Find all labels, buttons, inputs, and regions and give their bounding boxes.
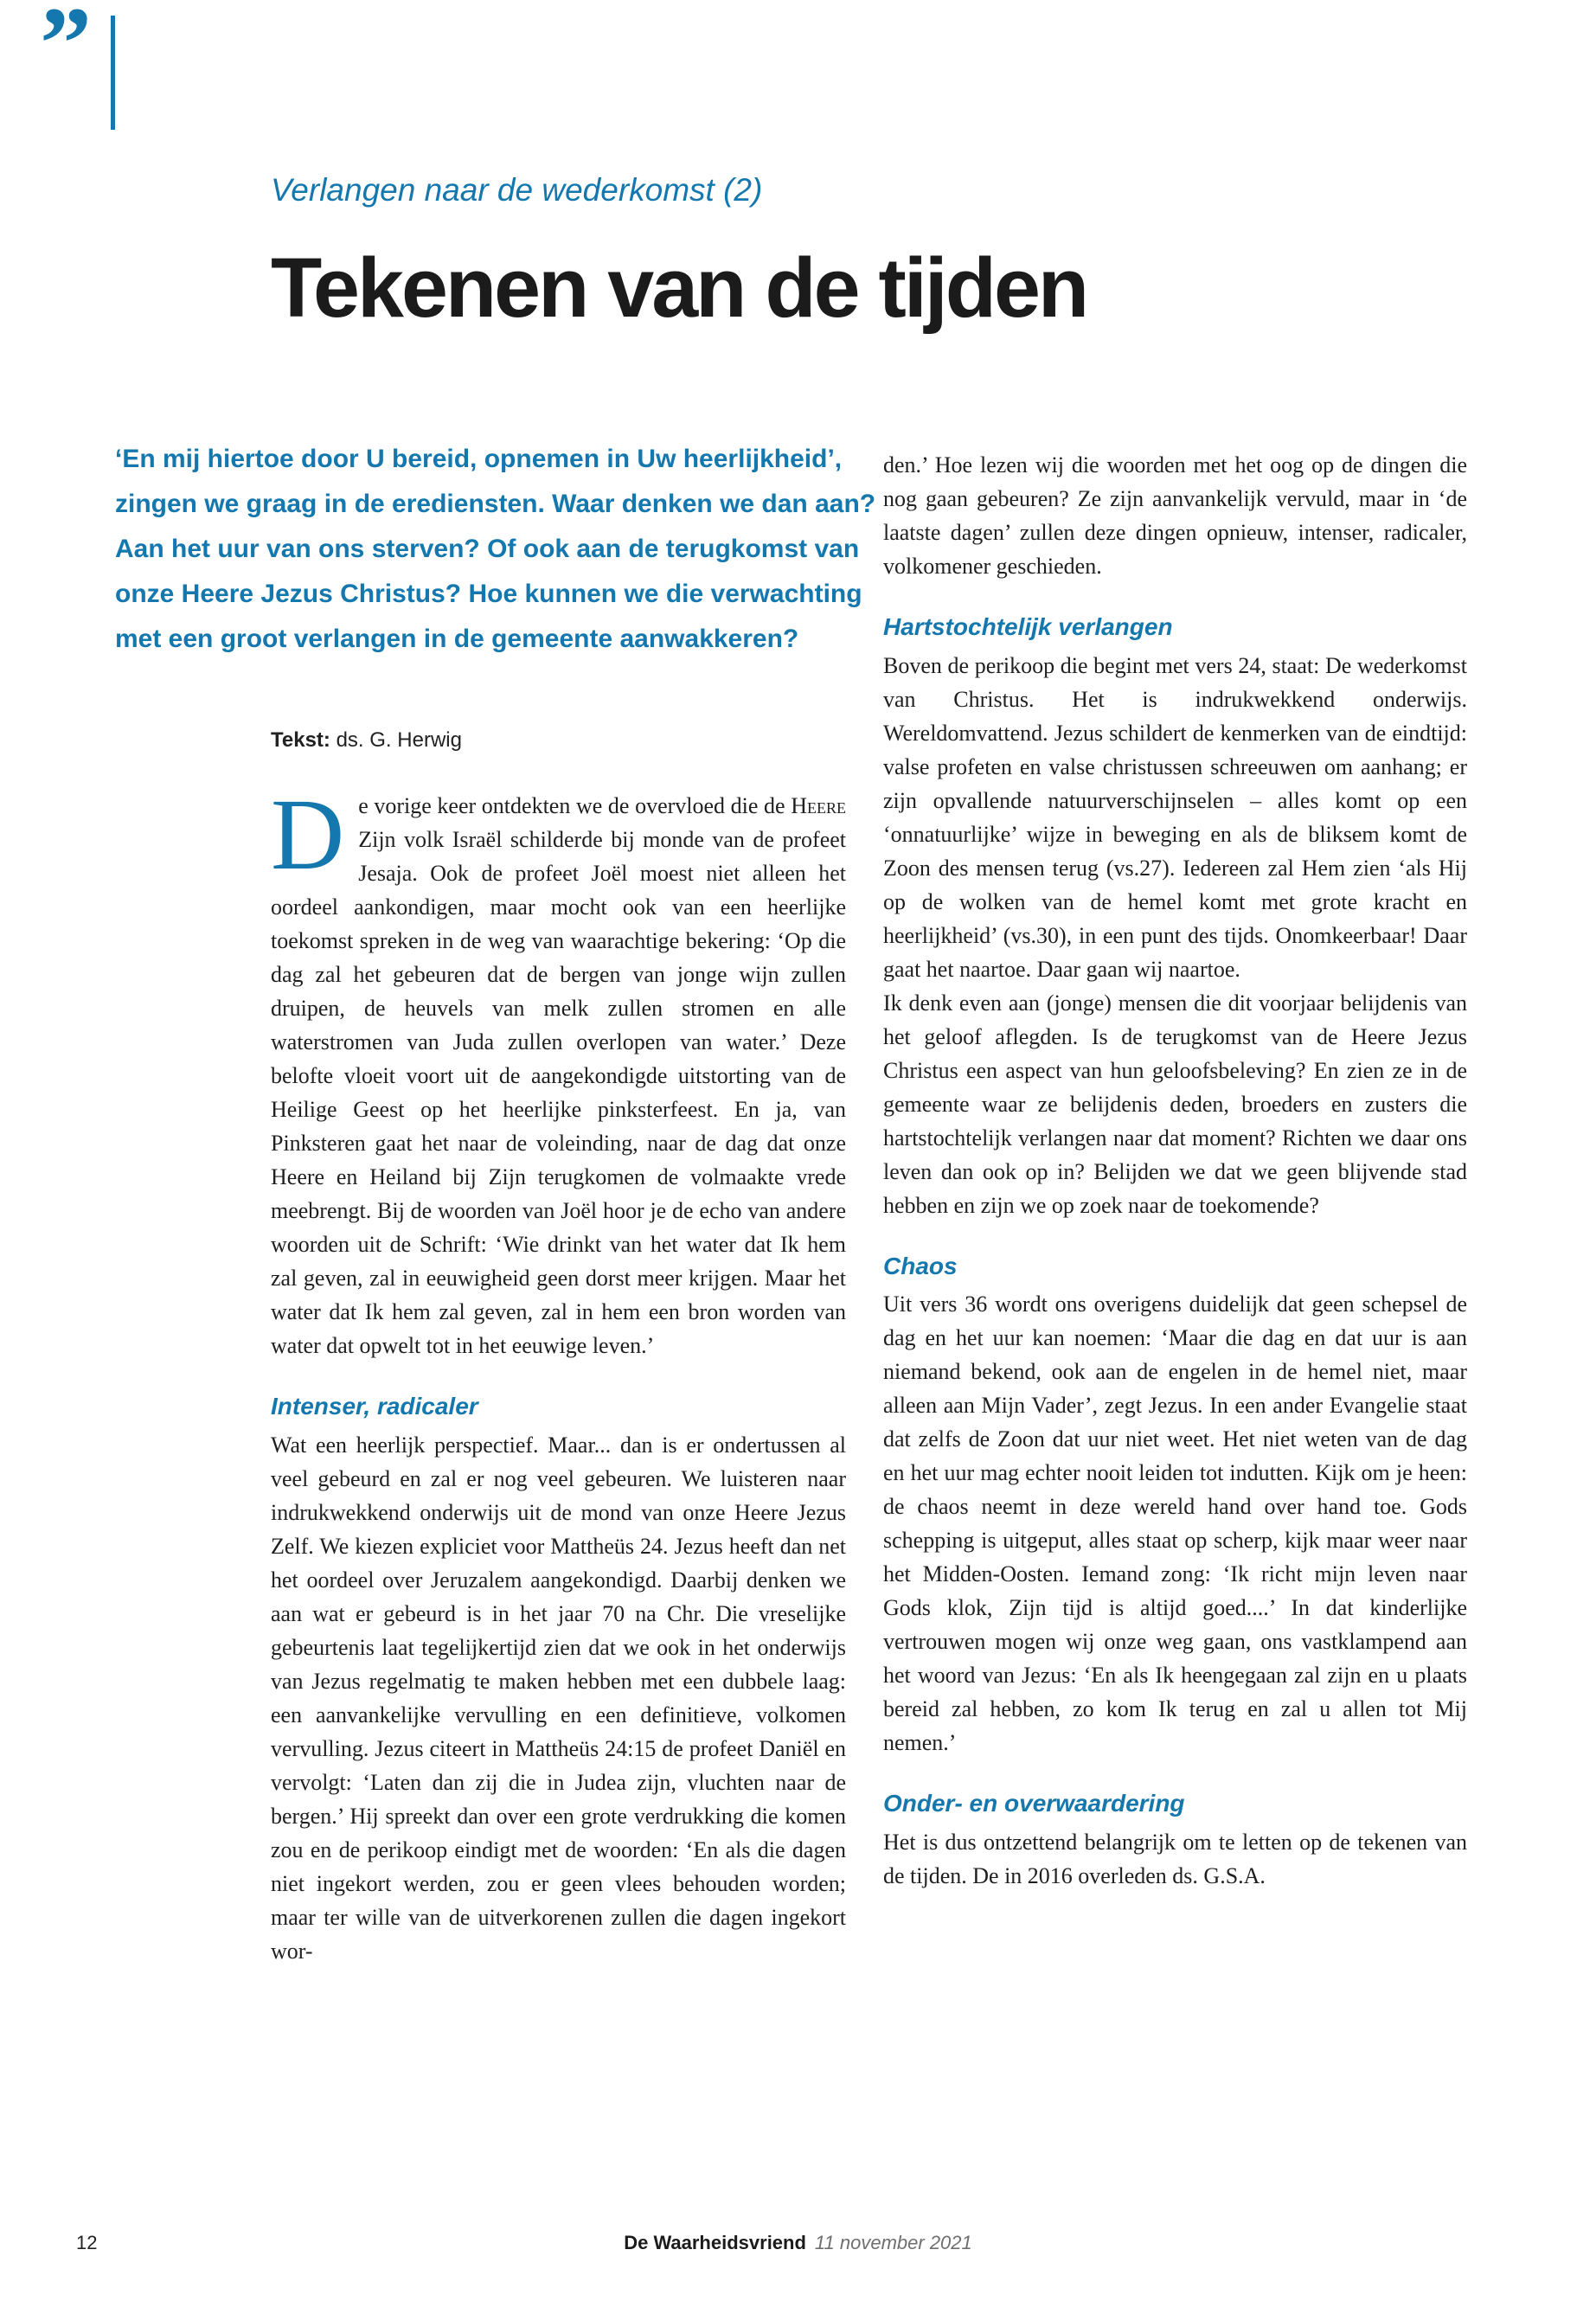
paragraph: den.’ Hoe lezen wij die woorden met het oog op de dingen die nog gaan gebeuren? Ze zijn aanvankelijk vervuld, maar in ‘de laatste dagen’ zullen deze dingen opnieuw, intenser, radicaler, volkomener geschieden. xyxy=(883,452,1467,579)
magazine-name: De Waarheidsvriend xyxy=(624,2232,806,2253)
paragraph: Wat een heerlijk perspectief. Maar... dan is er ondertussen al veel gebeurd en zal er nog veel gebeuren. We luisteren naar indrukwekkend onderwijs uit de mond van onze Heere Jezus Zelf. We kiezen expliciet voor Mattheüs 24. Jezus heeft dan net het oordeel over Jeruzalem aangekondigd. Daarbij denken we aan wat er gebeurd is in het jaar 70 na Chr. Die vreselijke gebeurtenis laat tegelijkertijd zien dat we ook in het onderwijs van Jezus regelmatig te maken hebben met een dubbele laag: een aanvankelijke vervulling en een definitieve, volkomen vervulling. Jezus citeert in Mattheüs 24:15 de profeet Daniël en vervolgt: ‘Laten dan zij die in Judea zijn, vluchten naar de bergen.’ Hij spreekt dan over een grote verdrukking die komen zou en de perikoop eindigt met de woorden: ‘En als die dagen niet ingekort werden, zou er geen vlees behouden worden; maar ter wille van de uitverkorenen zullen die dagen ingekort wor- xyxy=(271,1432,846,1964)
section-heading: Hartstochtelijk verlangen xyxy=(883,613,1173,640)
body-left-column xyxy=(271,728,846,1968)
body-left-content xyxy=(271,778,846,1968)
byline-author-name: ds. G. Herwig xyxy=(336,728,462,752)
byline xyxy=(271,728,846,753)
page-number: 12 xyxy=(76,2232,98,2253)
article-header xyxy=(271,171,1465,336)
section-heading: Intenser, radicaler xyxy=(271,1393,478,1420)
article-intro: ‘En mij hiertoe door U bereid, opnemen in Uw heerlijkheid’, zingen we graag in de erediensten. Waar denken we dan aan? Aan het uur van ons sterven? Of ook aan de terugkomst van onze Heere Jezus Christus? Hoe kunnen we die verwachting met een groot verlangen in de gemeente aanwakkeren? xyxy=(115,445,876,653)
paragraph: Boven de perikoop die begint met vers 24, staat: De wederkomst van Christus. Het is indrukwekkend onderwijs. Wereldomvattend. Jezus schildert de kenmerken van de eindtijd: valse profeten en valse christussen schreeuwen om aanhang; er zijn opvallende natuurverschijnselen – alles komt op een ‘onnatuurlijke’ wijze in beweging en als de bliksem komt de Zoon des mensen terug (vs.27). Iedereen zal Hem zien ‘als Hij op de wolken van de hemel komt met grote kracht en heerlijkheid’ (vs.30), in een punt des tijds. Onomkeerbaar! Daar gaat het naartoe. Daar gaan wij naartoe. xyxy=(883,652,1467,982)
paragraph: Uit vers 36 wordt ons overigens duidelijk dat geen schepsel de dag en het uur kan noemen: ‘Maar die dag en dat uur is aan niemand bekend, ook aan de engelen in de hemel niet, maar alleen aan Mijn Vader’, zegt Jezus. In een ander Evangelie staat dat zelfs de Zoon dat uur niet weet. Het niet weten van de dag en het uur mag echter nooit leiden tot indutten. Kijk om je heen: de chaos neemt in deze wereld hand over hand toe. Gods schepping is uitgeput, alles staat op scherp, kijk maar weer naar het Midden-Oosten. Iemand zong: ‘Ik richt mijn leven naar Gods klok, Zijn tijd is altijd goed....’ In dat kinderlijke vertrouwen mogen wij onze weg gaan, ons vastklampend aan het woord van Jezus: ‘En als Ik heengegaan zal zijn en u plaats bereid zal hebben, zo kom Ik terug en zal u allen tot Mij nemen.’ xyxy=(883,1292,1467,1756)
issue-date: 11 november 2021 xyxy=(814,2232,972,2253)
section-heading: Chaos xyxy=(883,1252,958,1279)
byline-label: Tekst: xyxy=(271,728,330,752)
page-footer xyxy=(0,2232,1596,2266)
drop-cap: D xyxy=(271,778,345,891)
header-rule xyxy=(111,16,115,130)
section-heading: Onder- en overwaardering xyxy=(883,1790,1185,1817)
body-right-column xyxy=(883,448,1467,1893)
footer-center xyxy=(0,2232,1596,2254)
series-kicker: Verlangen naar de wederkomst (2) xyxy=(271,172,763,208)
paragraph: Ik denk even aan (jonge) mensen die dit voorjaar belijdenis van het geloof aflegden. Is de terugkomst van de Heere Jezus Christus een aspect van hun geloofsbeleving? En zien ze in de gemeente waar ze belijdenis deden, broeders en zusters die hartstochtelijk verlangen naar dat moment? Richten we daar ons leven dan ook op in? Belijden we dat we geen blijvende stad hebben en zijn we op zoek naar de toekomende? xyxy=(883,990,1467,1218)
article-title: Tekenen van de tijden xyxy=(271,240,1087,336)
paragraph: Het is dus ontzettend belangrijk om te letten op de tekenen van de tijden. De in 2016 overleden ds. G.S.A. xyxy=(883,1829,1467,1888)
quote-mark-icon: ” xyxy=(40,0,92,100)
paragraph: De vorige keer ontdekten we de overvloed die de Heere Zijn volk Israël schilderde bij monde van de profeet Jesaja. Ook de profeet Joël moest niet alleen het oordeel aankondigen, maar mocht ook van een heerlijke toekomst spreken in de weg van waarachtige bekering: ‘Op die dag zal het gebeuren dat de bergen van jonge wijn zullen druipen, de heuvels van melk zullen stromen en alle waterstromen van Juda zullen overlopen van water.’ Deze belofte vloeit voort uit de aangekondigde uitstorting van de Heilige Geest op het heerlijke pinksterfeest. En ja, van Pinksteren gaat het naar de voleinding, naar de dag dat onze Heere en Heiland bij Zijn terugkomen de volmaakte vrede meebrengt. Bij de woorden van Joël hoor je de echo van andere woorden uit de Schrift: ‘Wie drinkt van het water dat Ik hem zal geven, zal in eeuwigheid geen dorst meer krijgen. Maar het water dat Ik hem zal geven, zal in hem een bron worden van water dat opwelt tot in het eeuwige leven.’ xyxy=(271,778,846,1358)
